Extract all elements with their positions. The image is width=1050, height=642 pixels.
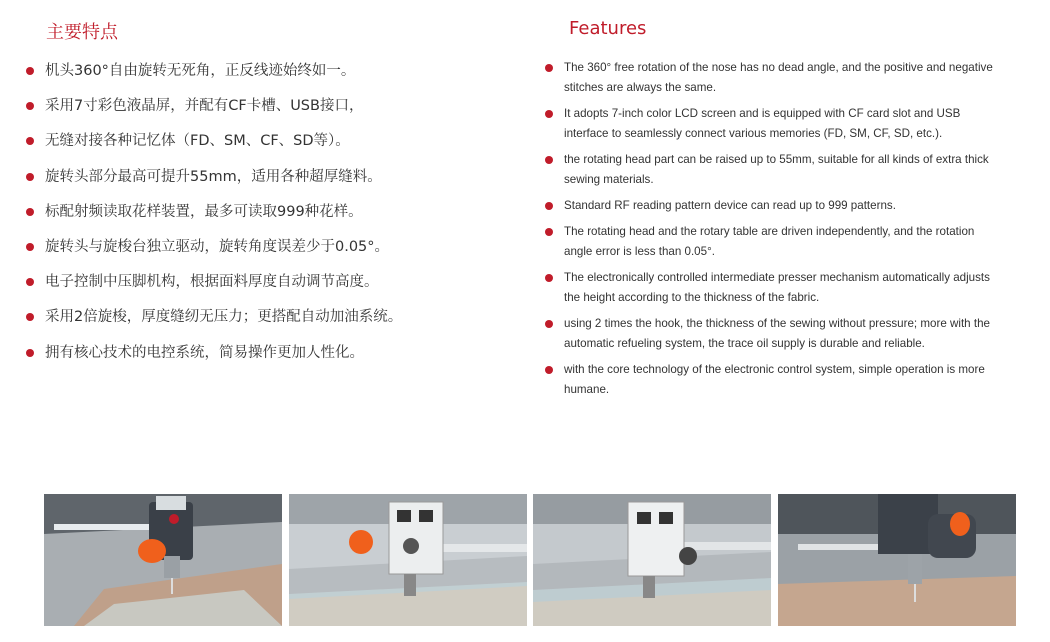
bullet-icon xyxy=(545,110,553,118)
feature-line: interface to seamlessly connect various memories (FD, SM, CF, SD, etc.). xyxy=(564,127,943,140)
feature-line: The 360° free rotation of the nose has no dead angle, and the positive and negative xyxy=(564,61,993,74)
list-item xyxy=(26,272,526,307)
list-item xyxy=(26,307,526,342)
features-list-english xyxy=(545,58,1015,406)
feature-text: 电子控制中压脚机构，根据面料厚度自动调节高度。 xyxy=(45,274,379,291)
features-list-chinese xyxy=(26,61,526,378)
feature-line: Standard RF reading pattern device can read up to 999 patterns. xyxy=(564,199,896,212)
bullet-icon xyxy=(545,64,553,72)
feature-line: The rotating head and the rotary table are driven independently, and the rotation xyxy=(564,225,975,238)
bullet-icon xyxy=(26,137,34,145)
features-title-chinese: 主要特点 xyxy=(46,22,118,43)
feature-line: automatic refueling system, the trace oil supply is durable and reliable. xyxy=(564,337,925,350)
feature-line: angle error is less than 0.05°. xyxy=(564,245,715,258)
list-item xyxy=(26,343,526,378)
list-item xyxy=(545,150,1015,196)
list-item xyxy=(26,61,526,96)
list-item xyxy=(26,131,526,166)
feature-text: 旋转头与旋梭台独立驱动，旋转角度误差少于0.05°。 xyxy=(45,238,390,255)
feature-line: using 2 times the hook, the thickness of the sewing without pressure; more with the xyxy=(564,317,990,330)
bullet-icon xyxy=(26,313,34,321)
list-item xyxy=(26,237,526,272)
list-item xyxy=(545,196,1015,222)
list-item xyxy=(545,222,1015,268)
feature-line: the height according to the thickness of the fabric. xyxy=(564,291,820,304)
feature-text: 旋转头部分最高可提升55mm，适用各种超厚缝料。 xyxy=(45,168,382,185)
feature-line: the rotating head part can be raised up to 55mm, suitable for all kinds of extra thick xyxy=(564,153,989,166)
machine-photo-2 xyxy=(289,494,527,626)
list-item xyxy=(545,268,1015,314)
list-item xyxy=(545,104,1015,150)
features-title-english: Features xyxy=(569,18,647,39)
bullet-icon xyxy=(26,102,34,110)
list-item xyxy=(545,314,1015,360)
machine-photo-1 xyxy=(44,494,282,626)
list-item xyxy=(545,58,1015,104)
bullet-icon xyxy=(545,274,553,282)
feature-text: 无缝对接各种记忆体（FD、SM、CF、SD等）。 xyxy=(45,133,350,150)
bullet-icon xyxy=(545,202,553,210)
bullet-icon xyxy=(545,320,553,328)
feature-text: 标配射频读取花样装置，最多可读取999种花样。 xyxy=(45,203,363,220)
machine-photo-4 xyxy=(778,494,1016,626)
feature-line: stitches are always the same. xyxy=(564,81,717,94)
feature-text: 采用2倍旋梭，厚度缝纫无压力；更搭配自动加油系统。 xyxy=(45,309,403,326)
list-item xyxy=(26,202,526,237)
bullet-icon xyxy=(26,243,34,251)
list-item xyxy=(545,360,1015,406)
machine-photo-3 xyxy=(533,494,771,626)
feature-line: humane. xyxy=(564,383,610,396)
bullet-icon xyxy=(26,349,34,357)
feature-line: It adopts 7-inch color LCD screen and is equipped with CF card slot and USB xyxy=(564,107,961,120)
bullet-icon xyxy=(545,228,553,236)
bullet-icon xyxy=(545,156,553,164)
feature-line: The electronically controlled intermediate presser mechanism automatically adjusts xyxy=(564,271,990,284)
bullet-icon xyxy=(545,366,553,374)
bullet-icon xyxy=(26,173,34,181)
list-item xyxy=(26,167,526,202)
list-item xyxy=(26,96,526,131)
bullet-icon xyxy=(26,67,34,75)
feature-text: 拥有核心技术的电控系统，简易操作更加人性化。 xyxy=(45,344,364,361)
feature-text: 机头360°自由旋转无死角，正反线迹始终如一。 xyxy=(45,63,356,79)
feature-line: with the core technology of the electronic control system, simple operation is more xyxy=(564,363,985,376)
bullet-icon xyxy=(26,208,34,216)
feature-line: sewing materials. xyxy=(564,173,654,186)
feature-text: 采用7寸彩色液晶屏，并配有CF卡槽、USB接口， xyxy=(45,98,364,115)
bullet-icon xyxy=(26,278,34,286)
